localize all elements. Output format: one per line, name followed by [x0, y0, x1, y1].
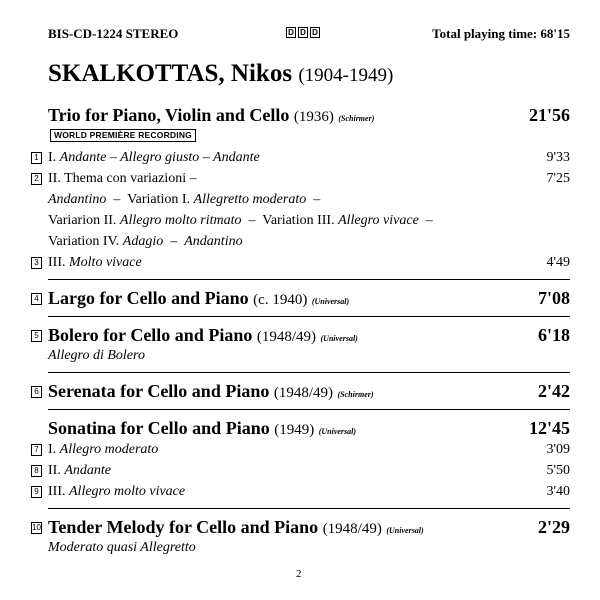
track-tempo: Allegro molto vivace: [69, 484, 186, 499]
track-duration: 4'49: [546, 255, 570, 270]
work-year: (1948/49): [322, 521, 382, 537]
work-publisher: (Universal): [386, 526, 424, 535]
track-number: 3: [31, 257, 42, 269]
work-title-bolero: [48, 325, 358, 346]
track-duration: 3'40: [546, 484, 570, 499]
track-number: 10: [32, 523, 41, 532]
track-number: 7: [31, 444, 42, 456]
work-name: Largo for Cello and Piano: [48, 288, 249, 308]
work-name: Tender Melody for Cello and Piano: [48, 517, 319, 537]
track-title: [48, 463, 111, 479]
work-duration-trio: 21'56: [528, 105, 570, 125]
track-title: [48, 150, 260, 166]
variation-label: Variation IV.: [48, 234, 123, 249]
track-duration: 7'25: [546, 171, 570, 186]
track-title: [48, 255, 142, 271]
work-publisher: (Schirmer): [337, 390, 374, 399]
track-duration: 3'09: [546, 442, 570, 457]
divider: [48, 372, 570, 373]
work-year: (c. 1940): [253, 292, 308, 308]
variation-line: [48, 192, 320, 208]
track-prefix: I.: [48, 442, 60, 457]
composer-heading: [48, 60, 393, 88]
dash: –: [313, 192, 321, 207]
track-duration: 9'33: [546, 150, 570, 165]
track-number: 9: [31, 486, 42, 498]
world-premiere-badge: WORLD PREMIÈRE RECORDING: [50, 129, 196, 142]
work-name: Serenata for Cello and Piano: [48, 381, 270, 401]
variation-tempo: Adagio: [122, 234, 164, 249]
work-publisher: (Universal): [311, 297, 350, 306]
variation-tempo: Andantino: [48, 192, 107, 207]
track-number: 4: [31, 293, 42, 305]
work-year: (1948/49): [256, 329, 317, 345]
variation-tempo: Allegro vivace: [338, 213, 419, 228]
track-title: II. Thema con variazioni –: [48, 171, 197, 186]
track-prefix: II.: [48, 463, 65, 478]
track-prefix: III.: [48, 255, 69, 270]
work-title-trio: [48, 105, 374, 126]
total-playing-time: Total playing time: 68'15: [432, 26, 570, 41]
divider: [48, 316, 570, 317]
work-title-largo: [48, 288, 349, 309]
work-duration-serenata: 2'42: [537, 381, 570, 401]
track-number: 5: [31, 330, 42, 342]
variation-label: Variation I.: [127, 192, 194, 207]
work-duration-bolero: 6'18: [537, 325, 570, 345]
variation-line: [48, 234, 243, 250]
track-number: 8: [31, 465, 42, 477]
divider: [48, 279, 570, 280]
work-name: Trio for Piano, Violin and Cello: [48, 105, 290, 125]
track-title: [48, 442, 158, 458]
ddd-badge: [286, 27, 320, 38]
track-tempo: Andante – Allegro giusto – Andante: [59, 150, 260, 165]
track-number: 2: [31, 173, 42, 185]
ddd-letter: D: [298, 27, 308, 38]
track-prefix: I.: [48, 150, 60, 165]
track-number: 6: [31, 386, 42, 398]
work-name: Sonatina for Cello and Piano: [48, 418, 270, 438]
work-year: (1936): [293, 109, 334, 125]
track-duration: 5'50: [546, 463, 570, 478]
dash: –: [248, 213, 256, 228]
work-year: (1948/49): [273, 385, 334, 401]
work-title-tender-melody: [48, 517, 424, 538]
tempo-text: Allegro di Bolero: [48, 348, 145, 363]
variation-label: Variarion II.: [48, 213, 120, 228]
variation-label: Variation III.: [262, 213, 339, 228]
work-publisher: (Schirmer): [338, 114, 375, 123]
dash: –: [113, 192, 121, 207]
dash: –: [170, 234, 178, 249]
work-duration-sonatina: 12'45: [528, 418, 570, 438]
work-duration-largo: 7'08: [537, 288, 570, 308]
work-publisher: (Universal): [320, 334, 358, 343]
track-tempo: Molto vivace: [69, 255, 142, 270]
work-year: (1949): [274, 422, 315, 438]
variation-tempo: Andantino: [184, 234, 243, 249]
page-number: 2: [296, 568, 302, 580]
composer-years: (1904-1949): [298, 65, 394, 86]
work-title-sonatina: [48, 418, 356, 439]
track-prefix: III.: [48, 484, 69, 499]
work-publisher: (Universal): [318, 427, 357, 436]
ddd-letter: D: [286, 27, 296, 38]
work-title-serenata: [48, 381, 374, 402]
catalog-number: BIS-CD-1224 STEREO: [48, 26, 179, 41]
tempo-marking: [48, 348, 145, 364]
track-number: 1: [31, 152, 42, 164]
variation-tempo: Allegro molto ritmato: [119, 213, 242, 228]
variation-tempo: Allegretto moderato: [193, 192, 307, 207]
composer-name: SKALKOTTAS, Nikos: [48, 60, 293, 87]
track-tempo: Allegro moderato: [59, 442, 159, 457]
tempo-marking: [48, 540, 196, 556]
tempo-text: Moderato quasi Allegretto: [48, 540, 196, 555]
track-tempo: Andante: [64, 463, 111, 478]
variation-line: [48, 213, 433, 229]
dash: –: [425, 213, 433, 228]
work-name: Bolero for Cello and Piano: [48, 325, 253, 345]
work-duration-tender-melody: 2'29: [537, 517, 570, 537]
divider: [48, 508, 570, 509]
divider: [48, 409, 570, 410]
ddd-letter: D: [310, 27, 320, 38]
track-title: [48, 484, 185, 500]
